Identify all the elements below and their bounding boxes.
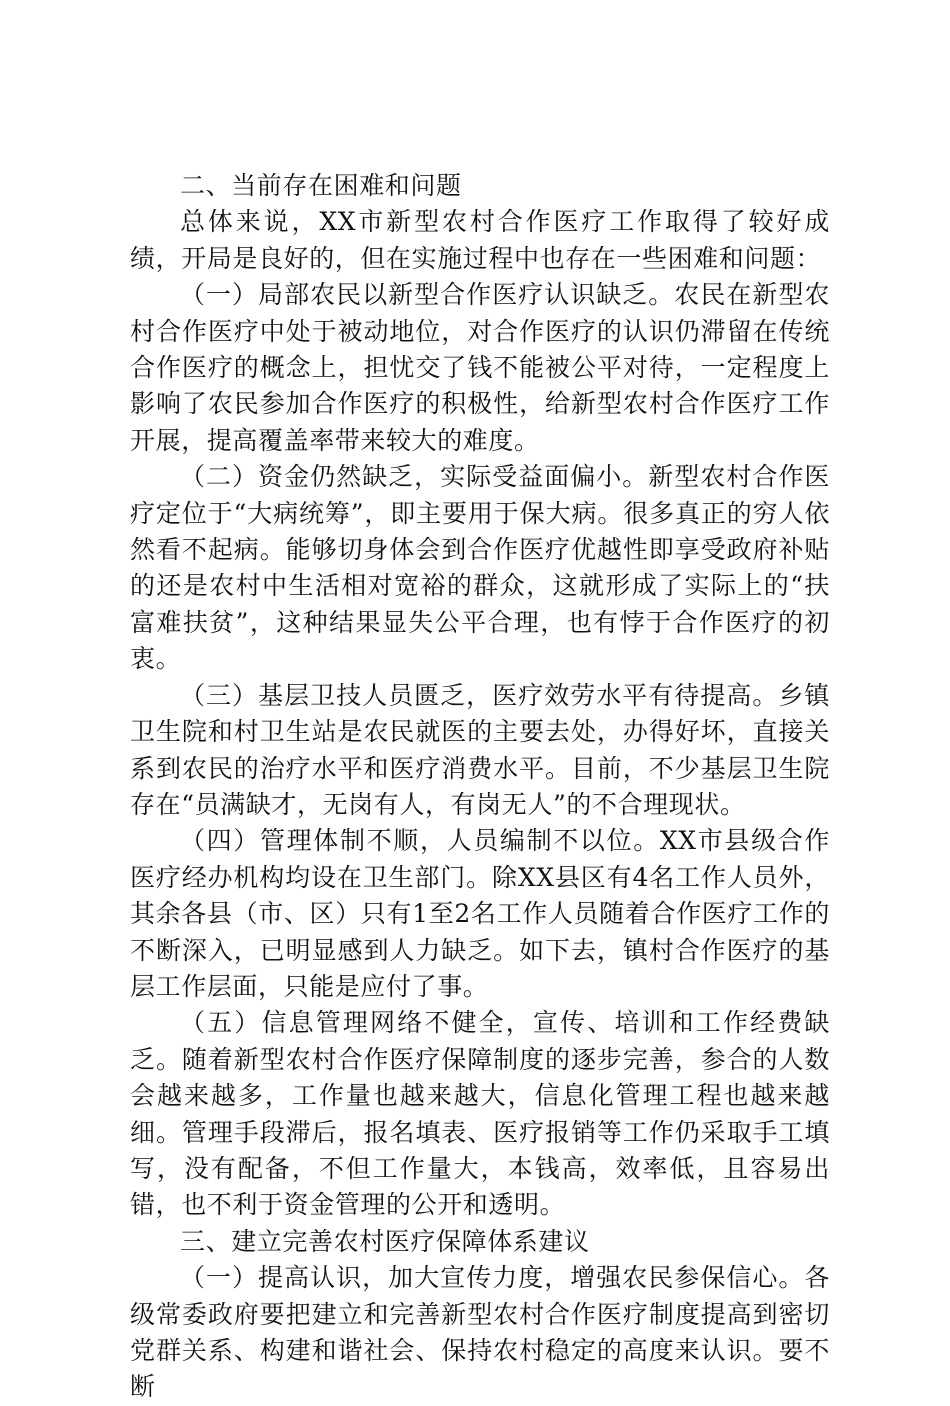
suggestion-1-paragraph: （一）提高认识，加大宣传力度，增强农民参保信心。各级常委政府要把建立和完善新型农村合作医疗制度提高到密切党群关系、构建和谐社会、保持农村稳定的高度来认识。要不断 — [130, 1263, 830, 1402]
issue-4-paragraph: （四）管理体制不顺，人员编制不以位。XX市县级合作医疗经办机构均设在卫生部门。除XX县区有4名工作人员外，其余各县（市、区）只有1至2名工作人员随着合作医疗工作的不断深入，已明显感到人力缺乏。如下去，镇村合作医疗的基层工作层面，只能是应付了事。 — [130, 826, 830, 1001]
issue-1-paragraph: （一）局部农民以新型合作医疗认识缺乏。农民在新型农村合作医疗中处于被动地位，对合作医疗的认识仍滞留在传统合作医疗的概念上，担忧交了钱不能被公平对待，一定程度上影响了农民参加合作医疗的积极性，给新型农村合作医疗工作开展，提高覆盖率带来较大的难度。 — [130, 280, 830, 455]
section-2-intro: 总体来说，XX市新型农村合作医疗工作取得了较好成绩，开局是良好的，但在实施过程中也存在一些困难和问题： — [130, 207, 830, 273]
section-3-title: 三、建立完善农村医疗保障体系建议 — [180, 1226, 590, 1256]
issue-2-paragraph: （二）资金仍然缺乏，实际受益面偏小。新型农村合作医疗定位于“大病统筹”，即主要用于保大病。很多真正的穷人依然看不起病。能够切身体会到合作医疗优越性即享受政府补贴的还是农村中生活相对宽裕的群众，这就形成了实际上的“扶富难扶贫”，这种结果显失公平合理，也有悖于合作医疗的初衷。 — [130, 462, 830, 674]
section-2-title: 二、当前存在困难和问题 — [180, 171, 462, 200]
issue-5-paragraph: （五）信息管理网络不健全，宣传、培训和工作经费缺乏。随着新型农村合作医疗保障制度的逐步完善，参合的人数会越来越多，工作量也越来越大，信息化管理工程也越来越细。管理手段滞后，报名填表、医疗报销等工作仍采取手工填写，没有配备，不但工作量大，本钱高，效率低，且容易出错，也不利于资金管理的公开和透明。 — [130, 1008, 830, 1220]
document-page — [130, 168, 830, 1406]
issue-3-paragraph: （三）基层卫技人员匮乏，医疗效劳水平有待提高。乡镇卫生院和村卫生站是农民就医的主要去处，办得好坏，直接关系到农民的治疗水平和医疗消费水平。目前，不少基层卫生院存在“员满缺才，无岗有人，有岗无人”的不合理现状。 — [130, 680, 830, 819]
